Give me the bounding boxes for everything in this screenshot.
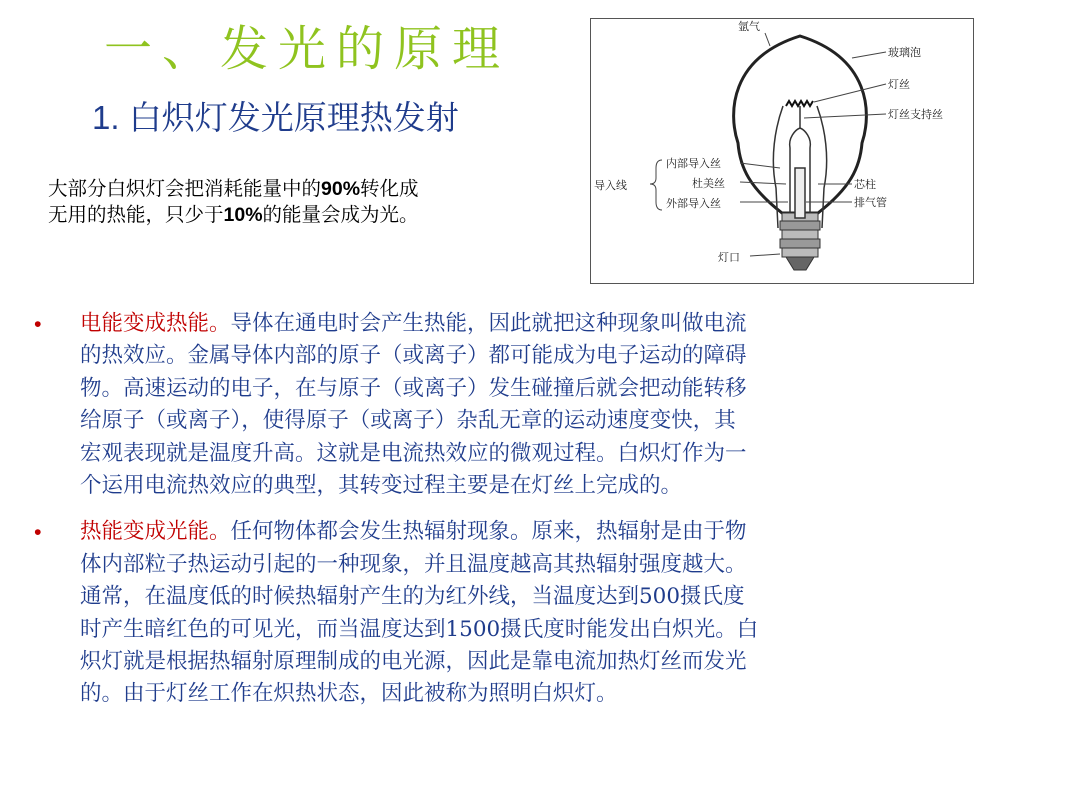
label-filament: 灯丝 — [888, 78, 910, 91]
bullet-heading: 热能变成光能。 — [80, 519, 231, 545]
bullet-item-electric-to-heat: • 电能变成热能。导体在通电时会产生热能，因此就把这种现象叫做电流 的热效应。金属导体内部的原子（或离子）都可能成为电子运动的障碍 物。高速运动的电子，在与原子（或离子）发生碰撞后就会把动能转移 给原子（或离子），使得原子（或离子）杂乱无章的运动速度变快，其 宏观表现就是温度升高。这就是电流热效应的微观过程。白炽灯作为一 个运用电流热效应的典型，其转变过程主要是在灯丝上完成的。 — [34, 308, 1024, 502]
label-dumet-wire: 杜美丝 — [692, 177, 725, 190]
label-stem: 芯柱 — [854, 178, 876, 191]
bullet-item-heat-to-light: • 热能变成光能。任何物体都会发生热辐射现象。原来，热辐射是由于物 体内部粒子热运动引起的一种现象，并且温度越高其热辐射强度越大。 通常，在温度低的时候热辐射产生的为红外线，当温度达到500摄氏度 时产生暗红色的可见光，而当温度达到1500摄氏度时能发出白炽光。白 炽灯就是根据热辐射原理制成的电光源，因此是靠电流加热灯丝而发光 的。由于灯丝工作在炽热状态，因此被称为照明白炽灯。 — [34, 516, 1024, 710]
percent-10: 10% — [223, 204, 263, 226]
bullet-marker: • — [34, 312, 42, 336]
label-outer-lead: 外部导入丝 — [666, 197, 721, 210]
label-inner-lead: 内部导入丝 — [666, 157, 721, 170]
label-base: 灯口 — [718, 251, 740, 264]
summary-line-2: 无用的热能，只少于10%的能量会成为光。 — [48, 204, 419, 226]
bullet-marker: • — [34, 520, 42, 545]
summary-line-1: 大部分白炽灯会把消耗能量中的90%转化成 — [48, 178, 419, 200]
page-title: 一、发光的原理 — [104, 21, 511, 77]
label-filament-support: 灯丝支持丝 — [888, 108, 943, 121]
section-subtitle: 1. 白炽灯发光原理热发射 — [92, 99, 459, 136]
percent-90: 90% — [321, 178, 361, 200]
summary-text — [48, 176, 568, 228]
bullet-heading: 电能变成热能。 — [80, 311, 231, 336]
label-exhaust-tube: 排气管 — [854, 196, 887, 209]
bullet-list — [34, 308, 1024, 725]
label-lead-wire: 导入线 — [594, 179, 627, 192]
incandescent-bulb-diagram — [590, 18, 974, 284]
label-argon: 氩气 — [738, 20, 760, 33]
label-glass-bulb: 玻璃泡 — [888, 46, 921, 59]
